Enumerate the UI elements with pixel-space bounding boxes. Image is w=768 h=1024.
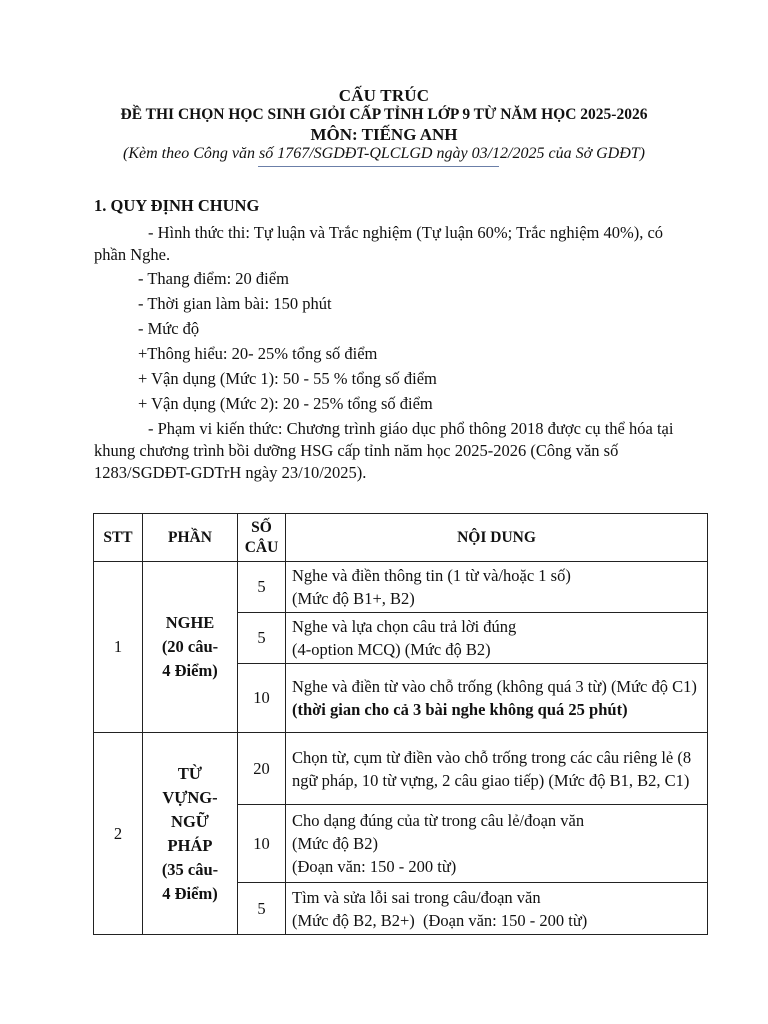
part-cell (143, 562, 238, 733)
count-cell: 10 (238, 664, 286, 733)
table-row (94, 562, 708, 613)
part-label-line: (35 câu- (161, 859, 219, 879)
table-row (94, 733, 708, 805)
structure-table (93, 513, 708, 935)
part-label-line: NGHE (165, 613, 215, 632)
table-header-row (94, 514, 708, 562)
doc-title: CẤU TRÚC (338, 86, 430, 105)
scope-text: - Phạm vi kiến thức: Chương trình giáo dục phổ thông 2018 được cụ thể hóa tại khung chương trình bồi dưỡng HSG cấp tỉnh năm học 2025-2026 (Công văn số 1283/SGDĐT-GDTrH ngày 23/10/2025). (94, 419, 674, 482)
count-cell: 20 (238, 733, 286, 805)
content-line: Nghe và điền từ vào chỗ trống (không quá 3 từ) (Mức độ C1) (292, 677, 697, 696)
part-cell (143, 733, 238, 935)
header-stt: STT (94, 514, 143, 562)
part-label-line: VỰNG- (162, 787, 218, 807)
header-content: NỘI DUNG (286, 514, 708, 562)
count-cell: 5 (238, 613, 286, 664)
part-label-line: TỪ (177, 763, 203, 783)
header-part: PHẦN (143, 514, 238, 562)
content-line: (Mức độ B2) (292, 834, 378, 853)
content-line: Chọn từ, cụm từ điền vào chỗ trống trong các câu riêng lẻ (8 ngữ pháp, 10 từ vựng, 2 câu giao tiếp) (Mức độ B1, B2, C1) (292, 747, 692, 790)
level-heading: - Mức độ (138, 319, 200, 338)
content-cell (286, 562, 708, 613)
content-line: (4-option MCQ) (Mức độ B2) (292, 640, 491, 659)
part-label-line: 4 Điểm) (162, 883, 218, 903)
header-count (238, 514, 286, 562)
doc-title-exam: ĐỀ THI CHỌN HỌC SINH GIỎI CẤP TỈNH LỚP 9 TỪ NĂM HỌC 2025-2026 (120, 106, 648, 123)
content-line: (Mức độ B2, B2+) (Đoạn văn: 150 - 200 từ) (292, 910, 588, 930)
title-underline (258, 166, 499, 167)
part-label-line: NGỮ (171, 811, 209, 831)
content-line: (Mức độ B1+, B2) (292, 589, 415, 608)
content-line: Cho dạng đúng của từ trong câu lẻ/đoạn văn (292, 811, 585, 830)
doc-subtitle: (Kèm theo Công văn số 1767/SGDĐT-QLCLGD ngày 03/12/2025 của Sở GDĐT) (122, 145, 645, 162)
part-label-line: (20 câu- (161, 637, 219, 656)
header-count-line1: SỐ (251, 518, 272, 536)
exam-time-text: - Thời gian làm bài: 150 phút (138, 294, 332, 313)
listening-time-note: (thời gian cho cả 3 bài nghe không quá 25 phút) (292, 700, 628, 719)
section-heading: 1. QUY ĐỊNH CHUNG (94, 196, 260, 215)
content-cell (286, 883, 708, 935)
doc-title-subject: MÔN: TIẾNG ANH (310, 125, 458, 144)
content-cell (286, 733, 708, 805)
content-line: Tìm và sửa lỗi sai trong câu/đoạn văn (292, 887, 541, 907)
part-label-line: PHÁP (167, 835, 213, 855)
content-line: Nghe và lựa chọn câu trả lời đúng (292, 617, 517, 636)
stt-cell: 2 (94, 733, 143, 935)
content-cell (286, 613, 708, 664)
content-cell (286, 805, 708, 883)
content-line: (Đoạn văn: 150 - 200 từ) (292, 857, 457, 876)
count-cell: 5 (238, 883, 286, 935)
count-cell: 10 (238, 805, 286, 883)
content-cell (286, 664, 708, 733)
stt-cell: 1 (94, 562, 143, 733)
count-cell: 5 (238, 562, 286, 613)
content-line: Nghe và điền thông tin (1 từ và/hoặc 1 số) (292, 566, 571, 585)
part-label-line: 4 Điểm) (162, 661, 218, 680)
score-scale-text: - Thang điểm: 20 điểm (138, 269, 289, 288)
header-count-line2: CÂU (244, 538, 279, 556)
level-apply2-text: + Vận dụng (Mức 2): 20 - 25% tổng số điểm (138, 394, 433, 413)
level-apply1-text: + Vận dụng (Mức 1): 50 - 55 % tổng số điểm (138, 369, 437, 388)
exam-format-text: - Hình thức thi: Tự luận và Trắc nghiệm (Tự luận 60%; Trắc nghiệm 40%), có phần Nghe. (94, 223, 664, 264)
level-understand-text: +Thông hiểu: 20- 25% tổng số điểm (138, 344, 378, 363)
